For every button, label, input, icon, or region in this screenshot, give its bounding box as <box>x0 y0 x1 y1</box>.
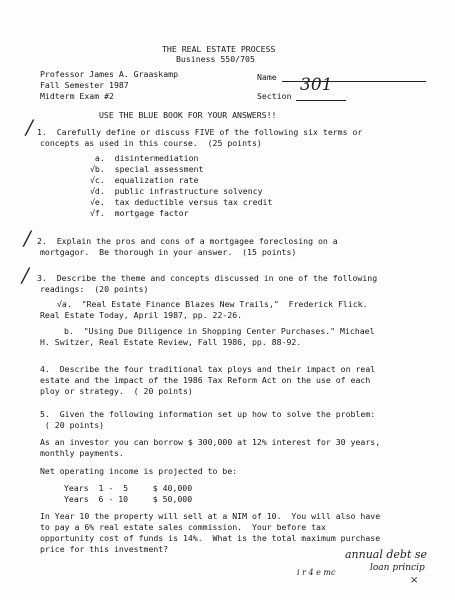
instructions: USE THE BLUE BOOK FOR YOUR ANSWERS!! <box>99 110 277 120</box>
q1-text: 1. Carefully define or discuss FIVE of the following six terms or <box>37 127 363 137</box>
q4-text-line2: estate and the impact of the 1986 Tax Reform Act on the use of each <box>40 375 371 385</box>
q5-para3-line3: opportunity cost of funds is 14%. What is the total maximum purchase <box>40 533 381 543</box>
reading-a-line1: √a. "Real Estate Finance Blazes New Trails," Frederick Flick. <box>57 299 368 309</box>
q5-para3: In Year 10 the property will sell at a NIM of 10. You will also have <box>40 511 381 521</box>
table-row: Years 1 - 5 $ 40,000 <box>64 483 193 493</box>
reading-b-line1: b. "Using Due Diligence in Shopping Center Purchases." Michael <box>64 326 375 336</box>
q5-para1: As an investor you can borrow $ 300,000 at 12% interest for 30 years, <box>40 437 381 447</box>
list-item: √c. equalization rate <box>90 175 199 185</box>
q2-text: 2. Explain the pros and cons of a mortgagee foreclosing on a <box>37 236 338 246</box>
table-row: Years 6 - 10 $ 50,000 <box>64 494 193 504</box>
q1-text-line2: concepts as used in this course. (25 points) <box>40 138 262 148</box>
exam-number-line: Midterm Exam #2 <box>40 91 114 101</box>
q2-text-line2: mortgagor. Be thorough in your answer. (15 points) <box>40 247 297 257</box>
exam-title: THE REAL ESTATE PROCESS <box>162 44 276 54</box>
handwritten-note: i r 4 e mc <box>297 568 336 577</box>
course-number: Business 550/705 <box>176 54 255 64</box>
q5-para1-line2: monthly payments. <box>40 448 124 458</box>
q5-para3-line4: price for this investment? <box>40 544 169 554</box>
list-item: a. disintermediation <box>90 153 199 163</box>
section-underline <box>296 100 346 101</box>
list-item: √e. tax deductible versus tax credit <box>90 197 273 207</box>
x-mark: × <box>410 575 419 586</box>
professor-line: Professor James A. Graaskamp <box>40 69 179 79</box>
check-mark: / <box>24 226 31 250</box>
reading-a-line2: Real Estate Today, April 1987, pp. 22-26. <box>40 310 243 320</box>
list-item: √f. mortgage factor <box>90 208 189 218</box>
check-mark: / <box>26 115 33 139</box>
q3-text-line2: readings: (20 points) <box>40 284 149 294</box>
q4-text-line3: ploy or strategy. ( 20 points) <box>40 386 193 396</box>
section-handwritten: 301 <box>300 75 333 95</box>
name-label: Name <box>257 72 277 82</box>
check-mark: / <box>22 263 29 287</box>
list-item: √d. public infrastructure solvency <box>90 186 263 196</box>
q5-text-line2: ( 20 points) <box>40 420 105 430</box>
handwritten-note: loan princip <box>370 563 425 573</box>
list-item: √b. special assessment <box>90 164 204 174</box>
q3-text: 3. Describe the theme and concepts discussed in one of the following <box>37 273 378 283</box>
q5-text: 5. Given the following information set up how to solve the problem: <box>40 409 376 419</box>
section-label: Section <box>257 91 292 101</box>
reading-b-line2: H. Switzer, Real Estate Review, Fall 1986, pp. 88-92. <box>40 337 302 347</box>
handwritten-note: annual debt se <box>345 548 428 561</box>
q4-text: 4. Describe the four traditional tax ploys and their impact on real <box>40 364 376 374</box>
semester-line: Fall Semester 1987 <box>40 80 129 90</box>
q5-para3-line2: to pay a 6% real estate sales commission. Your before tax <box>40 522 326 532</box>
q5-para2: Net operating income is projected to be: <box>40 466 238 476</box>
